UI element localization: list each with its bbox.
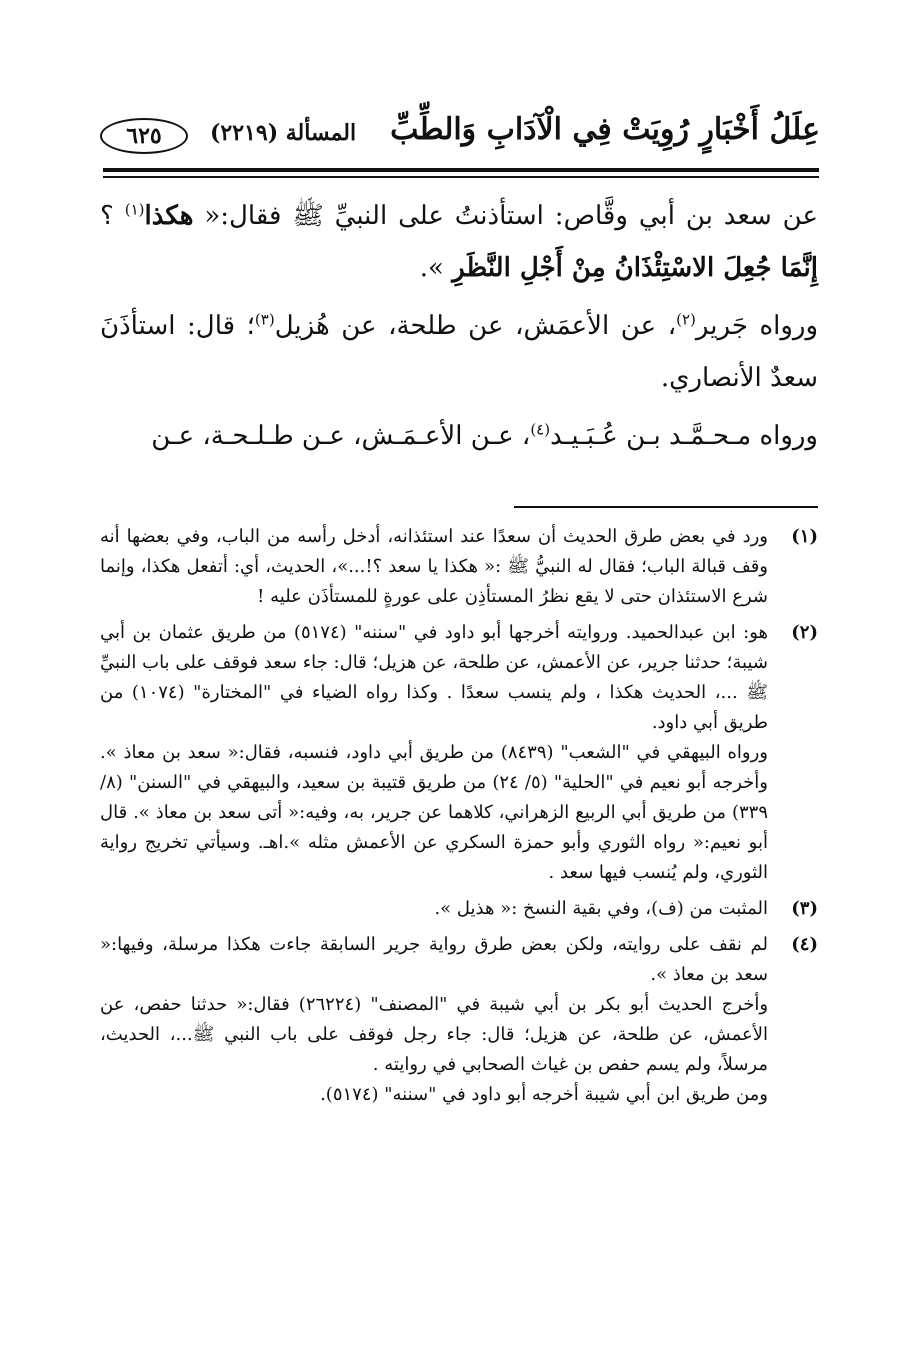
- footnote-ref-1: (١): [124, 200, 145, 219]
- footnote-ref-3: (٣): [254, 310, 275, 329]
- footnote-ref-2: (٢): [676, 310, 696, 329]
- footnote-text: ورواه البيهقي في "الشعب" (٨٤٣٩) من طريق أبي داود، فنسبه، فقال:« سعد بن معاذ ». وأخرجه أبو نعيم في "الحلية" (٥/ ٢٤) من طريق قتيبة بن سعيد، والبيهقي في "السنن" (٨/ ٣٣٩) من طريق أبي الربيع الزهراني، كلاهما عن جرير، به، وفيه:« أتى سعد بن معاذ ». قال أبو نعيم:« رواه الثوري وأبو حمزة السكري عن الأعمش مثله ».اهـ. وسيأتي تخريج رواية الثوري، ولم يُنسب فيها سعد .: [100, 742, 769, 883]
- p2-b: ، عن الأعمَش، عن طلحة، عن هُزيل: [274, 311, 677, 341]
- page-number: ٦٢٥: [126, 123, 162, 149]
- p3-b: ، عـن الأعـمَـش، عـن طـلـحـة، عـن: [151, 421, 531, 451]
- p1-bold: هكذا: [144, 201, 194, 231]
- footnote-separator: [514, 506, 818, 508]
- footnote-1: [100, 522, 818, 612]
- paragraph-3: [100, 410, 818, 462]
- issue-number: المسألة (٢٢١٩): [210, 120, 357, 146]
- p2-c: ؛ قال: استأذَنَ سعدٌ الأنصاري.: [100, 311, 818, 393]
- p3-a: ورواه مـحـمَّـد بـن عُـبَـيـد: [550, 421, 818, 451]
- p1-hadith: إِنَّمَا جُعِلَ الاسْتِئْذَانُ مِنْ أَجْلِ النَّظَرِ: [452, 253, 818, 283]
- paragraph-1: [100, 190, 818, 294]
- footnote-body: [100, 930, 768, 1110]
- footnote-body: [100, 618, 768, 888]
- footnote-text: ومن طريق ابن أبي شيبة أخرجه أبو داود في "سننه" (٥١٧٤).: [320, 1084, 768, 1105]
- header-rule-thick: [103, 168, 819, 172]
- footnote-body: [100, 522, 768, 612]
- paragraph-2: [100, 300, 818, 404]
- footnote-number: (٤): [791, 934, 818, 955]
- footnote-number: (٣): [791, 898, 818, 919]
- footnote-number: (١): [791, 526, 818, 547]
- footnote-body: [100, 894, 768, 924]
- p2-a: ورواه جَرير: [695, 311, 818, 341]
- footnote-ref-4: (٤): [530, 420, 551, 439]
- footnote-4: [100, 930, 818, 1110]
- p1-end: ».: [419, 253, 453, 283]
- footnote-text: ورد في بعض طرق الحديث أن سعدًا عند استئذانه، أدخل رأسه من الباب، وفي بعضها أنه وقف قبالة الباب؛ فقال له النبيُّ ﷺ :« هكذا يا سعد ؟!...»، الحديث، أي: أتفعل هكذا، وإنما شرع الاستئذان حتى لا يقع نظرُ المستأذِن على عورةٍ للمستأذَن عليه !: [100, 526, 768, 607]
- footnote-text: وأخرج الحديث أبو بكر بن أبي شيبة في "المصنف" (٢٦٢٢٤) فقال:« حدثنا حفص، عن الأعمش، عن طلحة، عن هزيل؛ قال: جاء رجل فوقف على باب النبي ﷺ...، الحديث، مرسلاً، ولم يسم حفص بن غياث الصحابي في روايته .: [100, 994, 769, 1075]
- main-text: [100, 190, 818, 468]
- footnote-number: (٢): [791, 622, 818, 643]
- footnote-text: هو: ابن عبدالحميد. وروايته أخرجها أبو داود في "سننه" (٥١٧٤) من طريق عثمان بن أبي شيبة؛ حدثنا جرير، عن الأعمش، عن طلحة، عن هزيل؛ قال: جاء سعد فوقف على باب النبيِّ ﷺ ...، الحديث هكذا ، ولم ينسب سعدًا . وكذا رواه الضياء في "المختارة" (١٠٧٤) من طريق أبي داود.: [100, 622, 768, 733]
- footnote-text: المثبت من (ف)، وفي بقية النسخ :« هذيل ».: [434, 898, 768, 919]
- p1-text: عن سعد بن أبي وقَّاص: استأذنتُ على النبيِّ ﷺ فقال:«: [193, 201, 818, 231]
- book-title: عِلَلُ أَخْبَارٍ رُوِيَتْ فِي الْآدَابِ وَالطِّبِّ: [390, 112, 820, 147]
- running-header: [100, 110, 820, 165]
- footnote-3: [100, 894, 818, 924]
- footnote-text: لم نقف على روايته، ولكن بعض طرق رواية جرير السابقة جاءت هكذا مرسلة، وفيها:« سعد بن معاذ ».: [100, 934, 768, 985]
- page-number-oval: [100, 118, 188, 154]
- footnote-2: [100, 618, 818, 888]
- header-rule-thin: [103, 176, 819, 178]
- footnotes: [100, 522, 818, 1116]
- p1-question: ؟: [100, 201, 125, 231]
